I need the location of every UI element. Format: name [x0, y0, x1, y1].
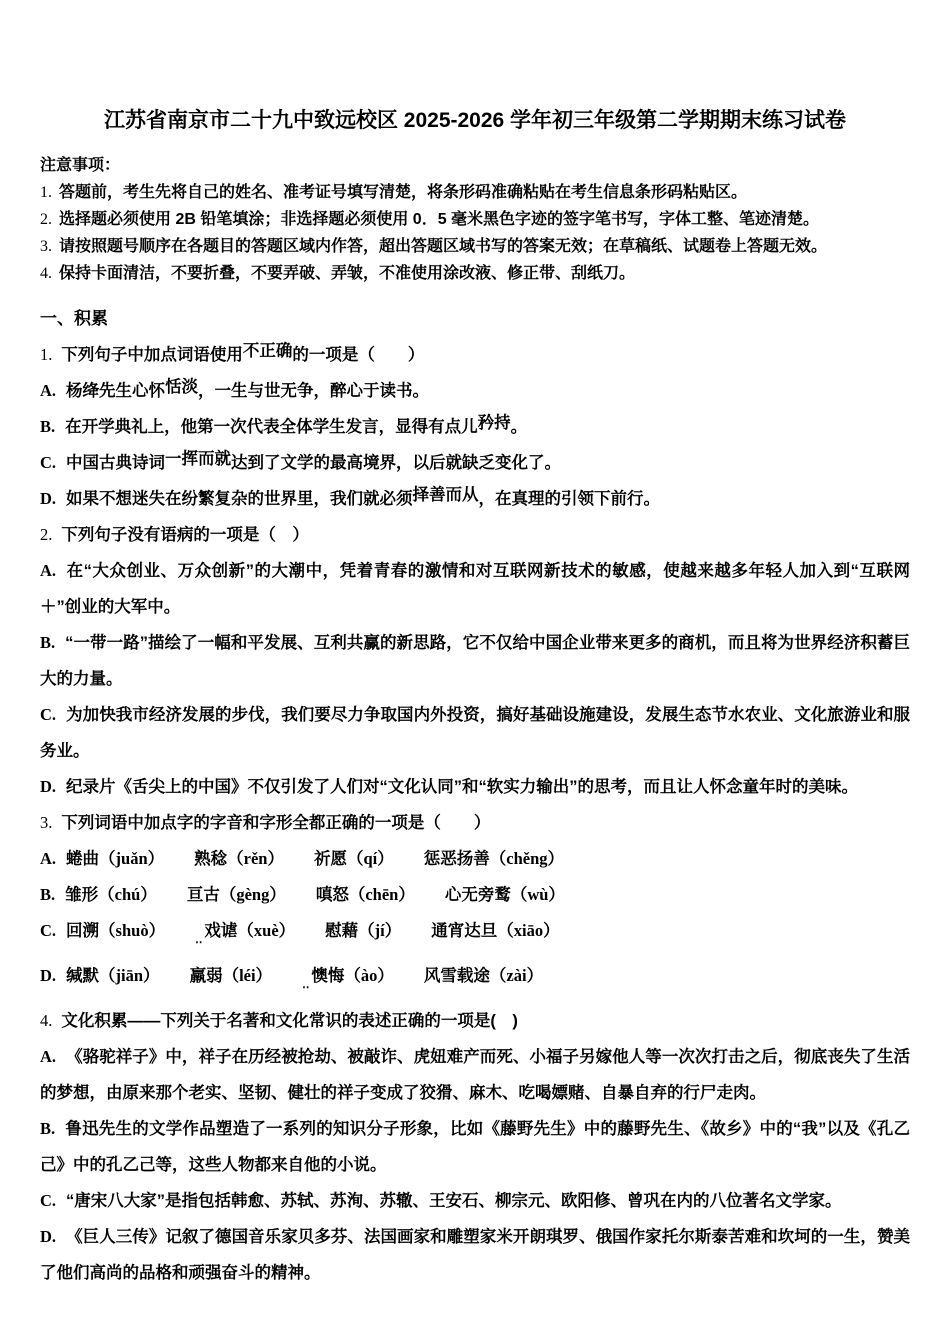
notice-item-number: 4. — [40, 265, 52, 282]
text-segment: 达到了文学的最高境界，以后就缺乏变化了。 — [231, 454, 562, 472]
question-stem — [40, 517, 910, 553]
emphasized-text: 不正确 — [242, 342, 293, 360]
notice-heading: 注意事项： — [40, 157, 121, 174]
notice-item — [40, 179, 910, 206]
option-term: 回溯（shuò） — [66, 921, 166, 940]
option-line — [40, 958, 910, 1003]
option-label: C. — [40, 1191, 57, 1210]
option-term: 惩恶扬善（chěng） — [423, 849, 564, 868]
question-item — [40, 337, 910, 517]
option-line — [40, 1219, 910, 1291]
text-segment: 中国古典诗词 — [66, 454, 166, 472]
question-list — [40, 337, 910, 1291]
text-segment: ，一生与世无争，醉心于读书。 — [198, 382, 430, 400]
option-line — [40, 1039, 910, 1111]
option-line — [40, 445, 910, 481]
option-label: A. — [40, 561, 57, 580]
option-line — [40, 409, 910, 445]
notice-item-number: 3. — [40, 238, 52, 255]
emphasized-text: 一挥而就 — [165, 450, 232, 468]
option-line — [40, 1183, 910, 1219]
text-segment: “唐宋八大家”是指包括韩愈、苏轼、苏洵、苏辙、王安石、柳宗元、欧阳修、曾巩在内的八位著名文学家。 — [66, 1192, 842, 1210]
question-number: 1. — [40, 345, 53, 364]
option-label: D. — [40, 777, 57, 796]
option-line — [40, 481, 910, 517]
notice-item-number: 1. — [40, 184, 52, 201]
notice-item — [40, 233, 910, 260]
option-term: ‥ 戏谑（xuè） — [195, 921, 295, 940]
option-term: 亘古（gèng） — [186, 885, 286, 904]
option-label: C. — [40, 921, 57, 940]
option-term: 蜷曲（juǎn） — [66, 849, 165, 868]
question-item — [40, 1003, 910, 1291]
emphasized-text: 择善而从 — [412, 486, 479, 504]
option-line — [40, 841, 910, 877]
option-term: 慰藉（jí） — [325, 921, 402, 940]
option-term: 心无旁鹜（wù） — [444, 885, 565, 904]
option-label: B. — [40, 885, 56, 904]
option-label: C. — [40, 453, 57, 472]
option-term: 缄默（jiān） — [66, 966, 160, 985]
option-line — [40, 913, 910, 958]
text-segment: 纪录片《舌尖上的中国》不仅引发了人们对“文化认同”和“软实力输出”的思考，而且让人怀念童年时的美味。 — [66, 778, 859, 796]
question-number: 3. — [40, 813, 53, 832]
question-stem — [40, 805, 910, 841]
notice-item — [40, 206, 910, 233]
section-heading: 一、积累 — [40, 309, 108, 328]
question-number: 2. — [40, 525, 53, 544]
option-line — [40, 1111, 910, 1183]
text-segment: 下列词语中加点字的字音和字形全都正确的一项是（ ） — [61, 814, 491, 832]
text-segment: ，在真理的引领下前行。 — [478, 490, 661, 508]
text-segment: 在开学典礼上，他第一次代表全体学生发言，显得有点儿 — [65, 418, 478, 436]
option-term: 羸弱（léi） — [189, 966, 273, 985]
notice-item-number: 2. — [40, 211, 52, 228]
option-label: A. — [40, 849, 57, 868]
option-term: 熟稔（rěn） — [194, 849, 284, 868]
option-line — [40, 625, 910, 697]
page-title: 江苏省南京市二十九中致远校区 2025-2026 学年初三年级第二学期期末练习试卷 — [103, 109, 847, 132]
option-label: B. — [40, 633, 56, 652]
option-term: ‥ 懊悔（ào） — [302, 966, 394, 985]
text-segment: 为加快我市经济发展的步伐，我们要尽力争取国内外投资，搞好基础设施建设，发展生态节水农业、文化旅游业和服务业。 — [40, 706, 910, 760]
question-item — [40, 805, 910, 1003]
notice-item-text: 答题前，考生先将自己的姓名、准考证号填写清楚，将条形码准确粘贴在考生信息条形码粘贴区。 — [59, 184, 748, 201]
option-label: D. — [40, 966, 57, 985]
option-term: 风雪载途（zài） — [423, 966, 544, 985]
text-segment: 《巨人三传》记叙了德国音乐家贝多芬、法国画家和雕塑家米开朗琪罗、俄国作家托尔斯泰苦难和坎坷的一生，赞美了他们高尚的品格和顽强奋斗的精神。 — [40, 1228, 910, 1282]
option-label: A. — [40, 381, 57, 400]
text-segment: 《骆驼祥子》中，祥子在历经被抢劫、被敲诈、虎妞难产而死、小福子另嫁他人等一次次打击之后，彻底丧失了生活的梦想，由原来那个老实、坚韧、健壮的祥子变成了狡猾、麻木、吃喝嫖赌、自暴自弃的行尸走肉。 — [40, 1048, 910, 1102]
text-segment: 如果不想迷失在纷繁复杂的世界里，我们就必须 — [66, 490, 413, 508]
option-term: 祈愿（qí） — [313, 849, 394, 868]
text-segment: 杨绛先生心怀 — [66, 382, 166, 400]
option-line — [40, 877, 910, 913]
notice-list — [40, 179, 910, 287]
notice-item-text: 保持卡面清洁，不要折叠，不要弄破、弄皱，不准使用涂改液、修正带、刮纸刀。 — [59, 265, 636, 282]
option-line — [40, 697, 910, 769]
text-segment: 文化积累——下列关于名著和文化常识的表述正确的一项是( ) — [61, 1012, 518, 1030]
emphasized-text: 矜持 — [477, 414, 511, 432]
option-label: B. — [40, 417, 56, 436]
option-term: 通宵达旦（xiāo） — [431, 921, 560, 940]
question-stem — [40, 337, 910, 373]
option-label: A. — [40, 1047, 57, 1066]
option-label: C. — [40, 705, 57, 724]
emphasized-text: 恬淡 — [165, 378, 199, 396]
text-segment: 。 — [510, 418, 528, 436]
notice-item-text: 选择题必须使用 2B 铅笔填涂；非选择题必须使用 0．5 毫米黑色字迹的签字笔书写，字体工整、笔迹清楚。 — [59, 211, 820, 228]
notice-item-text: 请按照题号顺序在各题目的答题区域内作答，超出答题区域书写的答案无效；在草稿纸、试题卷上答题无效。 — [59, 238, 828, 255]
text-segment: 的一项是（ ） — [292, 346, 425, 364]
text-segment: 下列句子中加点词语使用 — [61, 346, 243, 364]
option-term: 嗔怒（chēn） — [315, 885, 415, 904]
question-item — [40, 517, 910, 805]
question-stem — [40, 1003, 910, 1039]
question-number: 4. — [40, 1011, 53, 1030]
text-segment: 在“大众创业、万众创新”的大潮中，凭着青春的激情和对互联网新技术的敏感，使越来越多年轻人加入到“互联网＋”创业的大军中。 — [40, 562, 910, 616]
option-label: D. — [40, 489, 57, 508]
text-segment: 鲁迅先生的文学作品塑造了一系列的知识分子形象，比如《藤野先生》中的藤野先生、《故乡》中的“我”以及《孔乙己》中的孔乙己等，这些人物都来自他的小说。 — [40, 1120, 910, 1174]
option-line — [40, 769, 910, 805]
option-line — [40, 553, 910, 625]
option-label: B. — [40, 1119, 56, 1138]
text-segment: “一带一路”描绘了一幅和平发展、互利共赢的新思路，它不仅给中国企业带来更多的商机，而且将为世界经济积蓄巨大的力量。 — [40, 634, 910, 688]
option-label: D. — [40, 1227, 57, 1246]
option-term: 雏形（chú） — [65, 885, 157, 904]
option-line — [40, 373, 910, 409]
text-segment: 下列句子没有语病的一项是（ ） — [61, 526, 309, 544]
notice-item — [40, 260, 910, 287]
